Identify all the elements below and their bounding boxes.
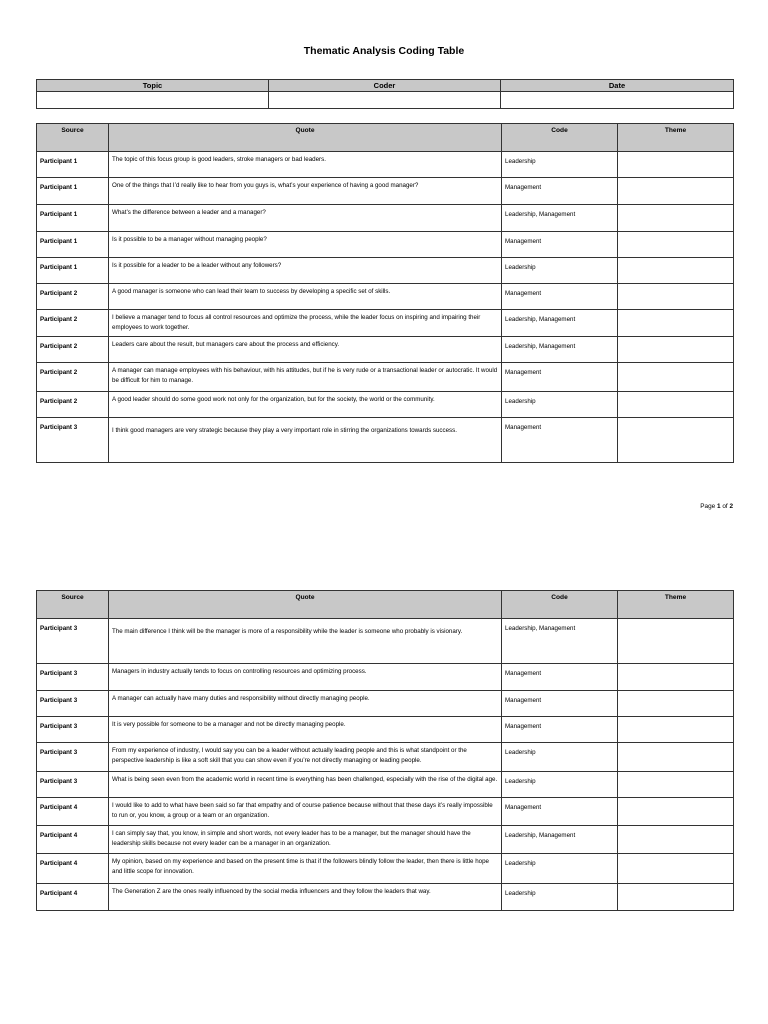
date-header: Date [501,80,734,92]
theme-cell [618,152,734,178]
source-cell: Participant 4 [37,798,109,826]
meta-table [36,79,734,109]
code-cell: Management [502,232,618,258]
topic-field [37,92,269,109]
page-number [700,503,733,510]
theme-cell [618,664,734,691]
code-cell: Management [502,363,618,392]
source-cell: Participant 3 [37,743,109,772]
table-row [37,826,734,854]
source-cell: Participant 1 [37,205,109,232]
code-cell: Management [502,717,618,743]
source-column-header: Source [37,591,109,619]
code-column-header: Code [502,591,618,619]
date-field [501,92,734,109]
code-cell: Management [502,284,618,310]
code-cell: Leadership, Management [502,337,618,363]
code-cell: Leadership [502,743,618,772]
source-cell: Participant 2 [37,363,109,392]
page-of: of [722,503,728,510]
source-cell: Participant 4 [37,884,109,911]
quote-cell: I can simply say that, you know, in simple and short words, not every leader has to be a manager, but the manager should have the leadership skills because not every leader can be a manager in an organization. [109,826,502,854]
quote-cell: My opinion, based on my experience and based on the present time is that if the followers blindly follow the leader, then there is little hope and little scope for innovation. [109,854,502,884]
table-row [37,232,734,258]
coding-table-page-2 [36,590,734,911]
source-cell: Participant 1 [37,258,109,284]
code-cell: Leadership [502,258,618,284]
table-row [37,664,734,691]
code-cell: Management [502,418,618,463]
source-cell: Participant 1 [37,178,109,205]
coding-table-page-1 [36,123,734,463]
coder-header: Coder [269,80,501,92]
table-row [37,152,734,178]
quote-column-header: Quote [109,591,502,619]
quote-cell: It is very possible for someone to be a manager and not be directly managing people. [109,717,502,743]
source-cell: Participant 3 [37,717,109,743]
quote-cell: The main difference I think will be the manager is more of a responsibility while the leader is someone who probably is visionary. [109,619,502,664]
code-cell: Leadership [502,152,618,178]
theme-cell [618,418,734,463]
theme-cell [618,826,734,854]
quote-cell: Managers in industry actually tends to focus on controlling resources and optimizing process. [109,664,502,691]
table-row [37,418,734,463]
source-cell: Participant 3 [37,664,109,691]
page-prefix: Page [700,503,716,510]
theme-cell [618,772,734,798]
table-row [37,178,734,205]
quote-cell: The Generation Z are the ones really influenced by the social media influencers and they follow the leaders that way. [109,884,502,911]
theme-column-header: Theme [618,124,734,152]
page-total: 2 [729,503,733,510]
theme-column-header: Theme [618,591,734,619]
theme-cell [618,178,734,205]
source-cell: Participant 4 [37,854,109,884]
code-cell: Leadership, Management [502,205,618,232]
table-row [37,258,734,284]
code-cell: Leadership [502,884,618,911]
quote-cell: One of the things that I’d really like to hear from you guys is, what’s your experience of having a good manager? [109,178,502,205]
theme-cell [618,854,734,884]
table-row [37,284,734,310]
code-column-header: Code [502,124,618,152]
quote-cell: Is it possible to be a manager without managing people? [109,232,502,258]
quote-cell: What’s the difference between a leader and a manager? [109,205,502,232]
quote-cell: I think good managers are very strategic because they play a very important role in stirring the organizations towards success. [109,418,502,463]
page-current: 1 [716,503,721,510]
table-row [37,205,734,232]
source-cell: Participant 1 [37,232,109,258]
theme-cell [618,743,734,772]
table-row [37,310,734,337]
code-cell: Leadership [502,772,618,798]
code-cell: Leadership, Management [502,310,618,337]
quote-cell: A good leader should do some good work not only for the organization, but for the society, the world or the community. [109,392,502,418]
table-row [37,798,734,826]
theme-cell [618,232,734,258]
theme-cell [618,798,734,826]
source-cell: Participant 1 [37,152,109,178]
table-row [37,884,734,911]
table-row [37,337,734,363]
document-title: Thematic Analysis Coding Table [303,45,465,57]
quote-cell: A manager can actually have many duties and responsibility without directly managing people. [109,691,502,717]
theme-cell [618,717,734,743]
theme-cell [618,363,734,392]
table-row [37,717,734,743]
code-cell: Leadership, Management [502,826,618,854]
theme-cell [618,337,734,363]
code-cell: Leadership [502,854,618,884]
source-cell: Participant 3 [37,691,109,717]
table-row [37,743,734,772]
table-row [37,392,734,418]
table-row [37,363,734,392]
code-cell: Management [502,691,618,717]
source-cell: Participant 2 [37,284,109,310]
quote-cell: What is being seen even from the academic world in recent time is everything has been challenged, especially with the rise of the digital age. [109,772,502,798]
theme-cell [618,619,734,664]
theme-cell [618,284,734,310]
theme-cell [618,258,734,284]
quote-cell: I would like to add to what have been said so far that empathy and of course patience because without that these days it’s really impossible to run or, you know, a group or a team or an organization. [109,798,502,826]
theme-cell [618,310,734,337]
source-column-header: Source [37,124,109,152]
source-cell: Participant 3 [37,418,109,463]
code-cell: Management [502,178,618,205]
theme-cell [618,392,734,418]
topic-header: Topic [37,80,269,92]
quote-cell: The topic of this focus group is good leaders, stroke managers or bad leaders. [109,152,502,178]
quote-cell: From my experience of industry, I would say you can be a leader without actually leading people and this is what standpoint or the perspective leadership is like a soft skill that you can show even if you’re not directly managing or leading people. [109,743,502,772]
quote-cell: I believe a manager tend to focus all control resources and optimize the process, while the leader focus on inspiring and impairing their employees to work together. [109,310,502,337]
code-cell: Management [502,664,618,691]
quote-cell: Is it possible for a leader to be a leader without any followers? [109,258,502,284]
source-cell: Participant 3 [37,619,109,664]
table-row [37,772,734,798]
code-cell: Leadership, Management [502,619,618,664]
source-cell: Participant 2 [37,337,109,363]
quote-cell: Leaders care about the result, but managers care about the process and efficiency. [109,337,502,363]
quote-column-header: Quote [109,124,502,152]
source-cell: Participant 2 [37,392,109,418]
source-cell: Participant 2 [37,310,109,337]
quote-cell: A good manager is someone who can lead their team to success by developing a specific set of skills. [109,284,502,310]
theme-cell [618,205,734,232]
quote-cell: A manager can manage employees with his behaviour, with his attitudes, but if he is very rude or a transactional leader or autocratic. It would be difficult for him to manage. [109,363,502,392]
theme-cell [618,691,734,717]
source-cell: Participant 3 [37,772,109,798]
code-cell: Management [502,798,618,826]
table-row [37,854,734,884]
source-cell: Participant 4 [37,826,109,854]
coder-field [269,92,501,109]
table-row [37,619,734,664]
code-cell: Leadership [502,392,618,418]
theme-cell [618,884,734,911]
table-row [37,691,734,717]
